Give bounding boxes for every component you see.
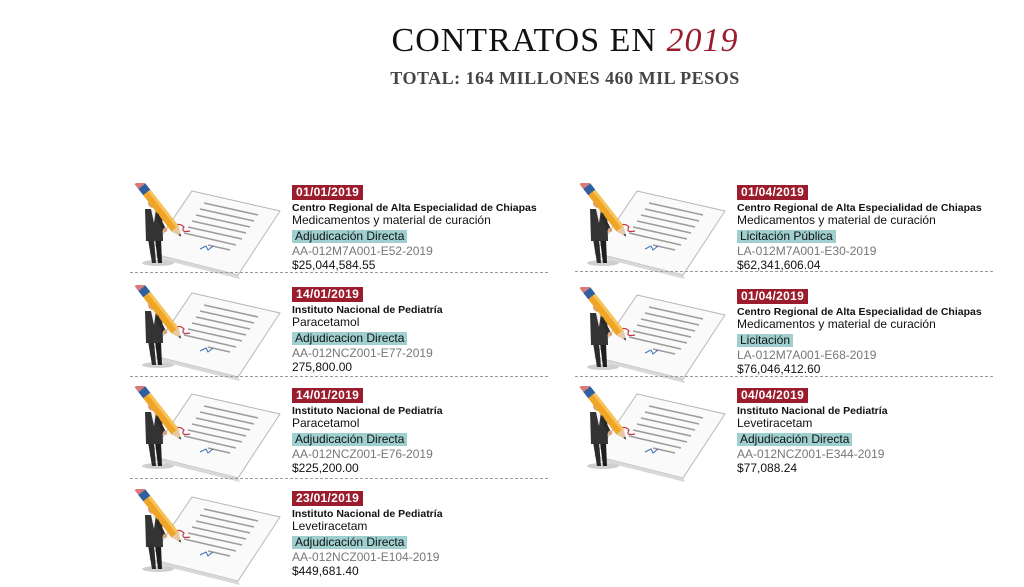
contract-institution: Centro Regional de Alta Especialidad de Chiapas xyxy=(737,202,982,214)
contract-date: 01/01/2019 xyxy=(292,185,363,200)
contract-date: 23/01/2019 xyxy=(292,491,363,506)
contract-amount: 275,800.00 xyxy=(292,360,353,374)
contract-item: Medicamentos y material de curación xyxy=(737,317,936,331)
contract-amount: $225,200.00 xyxy=(292,461,359,475)
contract-amount: $449,681.40 xyxy=(292,564,359,578)
contract-date: 04/04/2019 xyxy=(737,388,808,403)
person-signing-contract-illustration xyxy=(575,287,735,385)
contract-item: Paracetamol xyxy=(292,315,360,329)
person-signing-contract-illustration xyxy=(575,183,735,281)
contract-amount: $77,088.24 xyxy=(737,461,798,475)
contract-date: 01/04/2019 xyxy=(737,289,808,304)
contract-institution: Instituto Nacional de Pediatría xyxy=(292,508,443,520)
contract-info xyxy=(737,183,1007,272)
contract-card xyxy=(130,183,550,281)
contract-date: 14/01/2019 xyxy=(292,287,363,302)
contract-institution: Instituto Nacional de Pediatría xyxy=(292,405,443,417)
contract-item: Levetiracetam xyxy=(737,416,813,430)
contract-code: AA-012NCZ001-E76-2019 xyxy=(292,447,433,461)
page-subtitle: TOTAL: 164 MILLONES 460 MIL PESOS xyxy=(390,68,740,88)
contract-item: Levetiracetam xyxy=(292,519,368,533)
contract-card xyxy=(575,287,995,385)
contract-code: LA-012M7A001-E30-2019 xyxy=(737,244,877,258)
contract-institution: Centro Regional de Alta Especialidad de Chiapas xyxy=(292,202,537,214)
contract-card xyxy=(130,386,550,484)
contract-card xyxy=(130,489,550,587)
contract-amount: $25,044,584.55 xyxy=(292,258,376,272)
person-signing-contract-illustration xyxy=(130,183,290,281)
person-signing-contract-illustration xyxy=(130,489,290,587)
person-signing-contract-illustration xyxy=(130,285,290,383)
person-signing-contract-illustration xyxy=(130,386,290,484)
contract-item: Medicamentos y material de curación xyxy=(737,213,936,227)
row-divider xyxy=(575,271,993,272)
contract-amount: $76,046,412.60 xyxy=(737,362,821,376)
contract-info xyxy=(737,287,1007,376)
contract-institution: Instituto Nacional de Pediatría xyxy=(292,304,443,316)
contract-item: Medicamentos y material de curación xyxy=(292,213,491,227)
row-divider xyxy=(130,478,548,479)
contract-procedure-badge: Licitación xyxy=(737,334,793,347)
row-divider xyxy=(130,376,548,377)
contract-date: 14/01/2019 xyxy=(292,388,363,403)
row-divider xyxy=(130,272,548,273)
title-main: CONTRATOS EN xyxy=(391,22,667,59)
contract-code: AA-012M7A001-E52-2019 xyxy=(292,244,433,258)
contract-info xyxy=(737,386,1007,475)
contract-procedure-badge: Adjudicación Directa xyxy=(292,536,407,549)
contract-info xyxy=(292,285,562,374)
contract-info xyxy=(292,183,562,272)
contract-code: LA-012M7A001-E68-2019 xyxy=(737,348,877,362)
contract-code: AA-012NCZ001-E77-2019 xyxy=(292,346,433,360)
contract-card xyxy=(575,386,995,484)
title-year: 2019 xyxy=(666,22,739,59)
contract-procedure-badge: Licitación Pública xyxy=(737,230,836,243)
contract-procedure-badge: Adjudicación Directa xyxy=(292,230,407,243)
contract-code: AA-012NCZ001-E344-2019 xyxy=(737,447,885,461)
contract-card xyxy=(130,285,550,383)
contract-procedure-badge: Adjudicacion Directa xyxy=(292,332,407,345)
person-signing-contract-illustration xyxy=(575,386,735,484)
contract-info xyxy=(292,386,562,475)
row-divider xyxy=(575,376,993,377)
contract-item: Paracetamol xyxy=(292,416,360,430)
contract-procedure-badge: Adjudicación Directa xyxy=(737,433,852,446)
page-title xyxy=(0,22,1024,60)
contract-amount: $62,341,606.04 xyxy=(737,258,821,272)
contract-procedure-badge: Adjudicación Directa xyxy=(292,433,407,446)
contract-institution: Instituto Nacional de Pediatría xyxy=(737,405,888,417)
contract-date: 01/04/2019 xyxy=(737,185,808,200)
contract-institution: Centro Regional de Alta Especialidad de Chiapas xyxy=(737,306,982,318)
contract-card xyxy=(575,183,995,281)
contract-info xyxy=(292,489,562,578)
contract-code: AA-012NCZ001-E104-2019 xyxy=(292,550,440,564)
